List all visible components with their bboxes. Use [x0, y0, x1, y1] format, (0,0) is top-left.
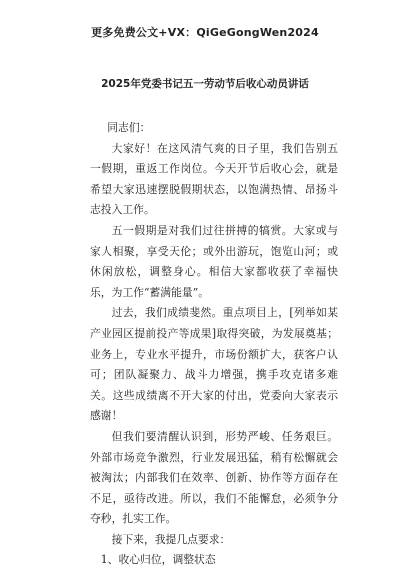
paragraph: 接下来，我提几点要求：: [111, 532, 231, 546]
salutation: 同志们：: [107, 121, 151, 134]
paragraph: 但我们要清醒认识到，形势严峻、任务艰巨。外部市场竞争激烈，行业发展迅猛，稍有松懈就会被淘汰；内部我们在效率、创新、协作等方面存在不足，亟待改进。所以，我们不能懈怠，必须争分夺秒，扎实工作。: [90, 429, 338, 526]
paragraph: 五一假期是对我们过往拼搏的犒赏。大家或与家人相聚，享受天伦；或外出游玩，饱览山河；或休闲放松，调整身心。相信大家都收获了幸福快乐，为工作“蓄满能量”。: [90, 223, 338, 299]
list-item: 1、收心归位，调整状态: [100, 553, 216, 567]
paragraph: 过去，我们成绩斐然。重点项目上，[列举如某产业园区提前投产等成果]取得突破，为发展奠基；业务上，专业水平提升，市场份额扩大，获客户认可；团队凝聚力、战斗力增强，携手攻克诸多难关。这些成绩离不开大家的付出，党委向大家表示感谢！: [90, 306, 338, 423]
document-body: [90, 118, 338, 571]
paragraph: 大家好！在这风清气爽的日子里，我们告别五一假期，重返工作岗位。今天开节后收心会，就是希望大家迅速摆脱假期状态，以饱满热情、昂扬斗志投入工作。: [90, 141, 338, 217]
document-title: 2025年党委书记五一劳动节后收心动员讲话: [101, 78, 309, 90]
promo-header: 更多免费公文+VX：QiGeGongWen2024: [91, 26, 319, 39]
